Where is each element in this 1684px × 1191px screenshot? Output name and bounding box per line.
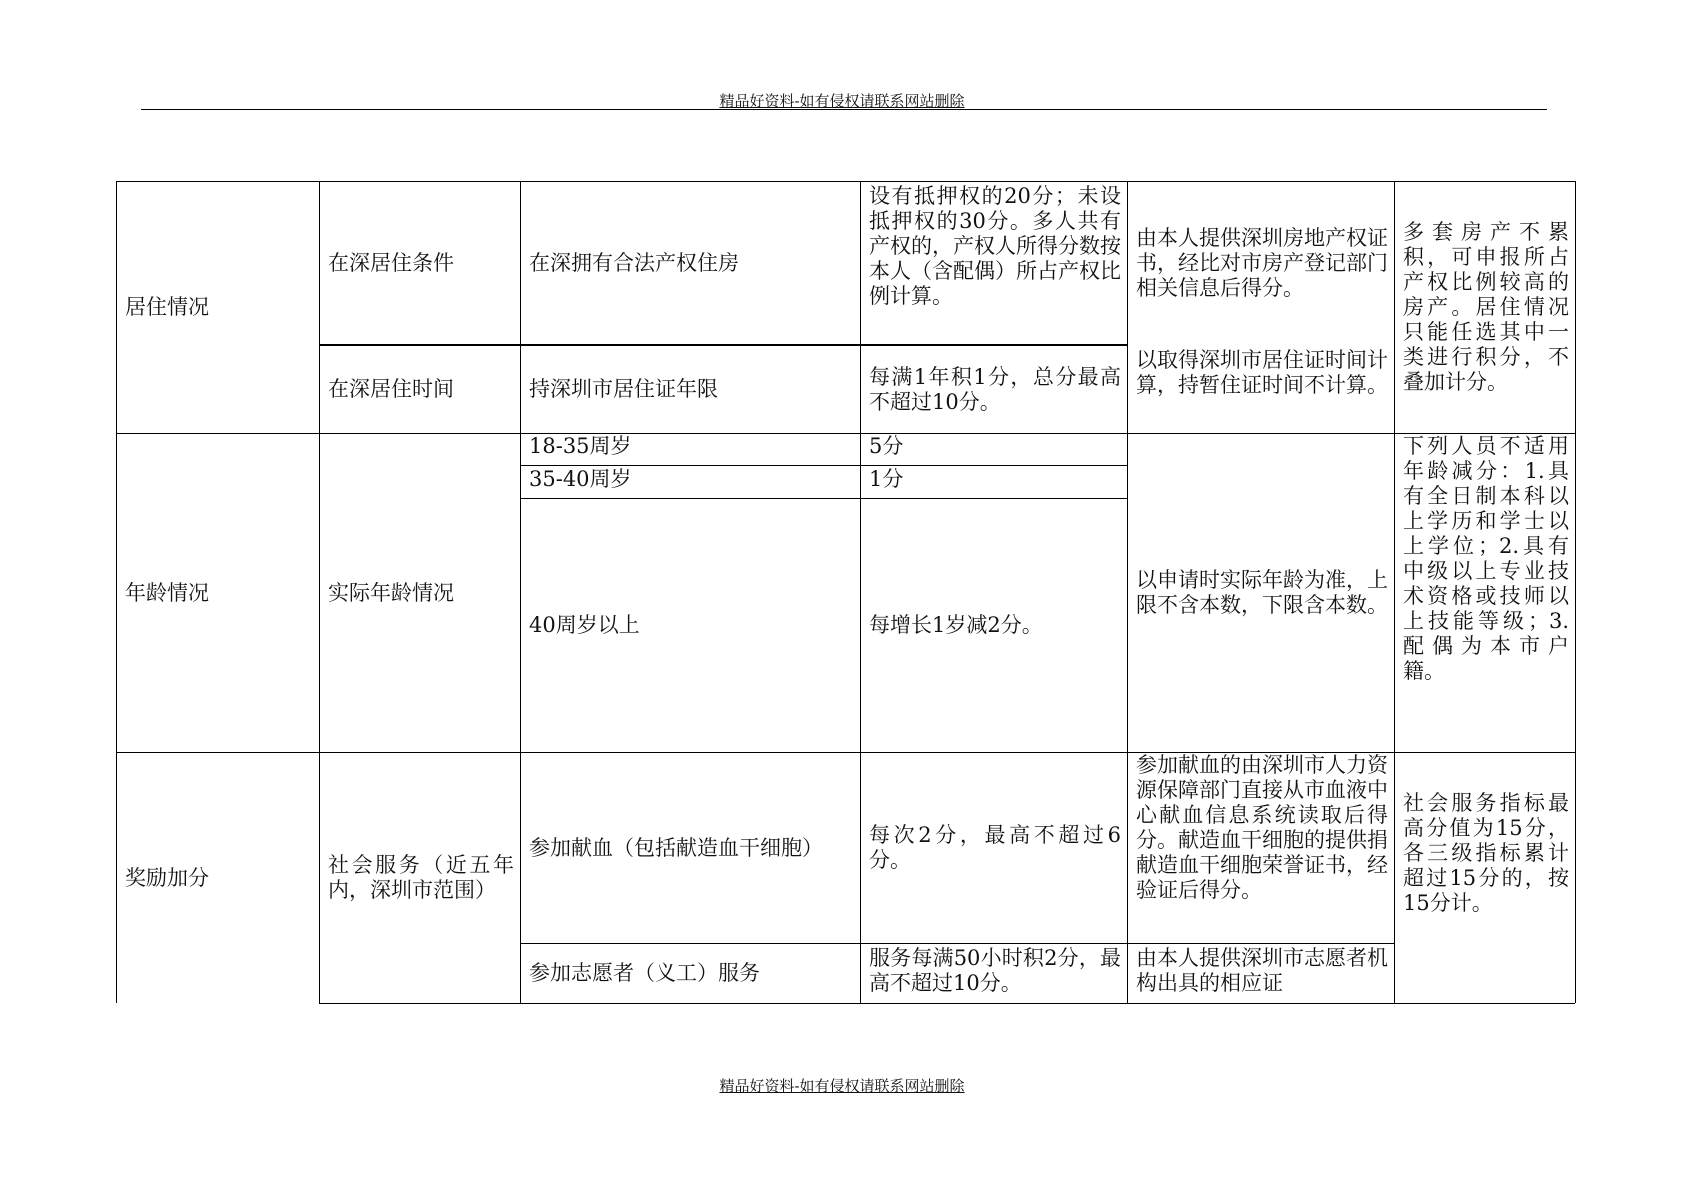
score-age-18-35: 5分 — [869, 434, 904, 458]
table-line — [1575, 181, 1576, 1003]
verification-volunteer-service: 由本人提供深圳市志愿者机构出具的相应证 — [1136, 946, 1388, 995]
criterion-volunteer-service: 参加志愿者（义工）服务 — [529, 961, 760, 985]
note-age: 下列人员不适用年龄减分：1.具有全日制本科以上学历和学士以上学位；2.具有中级以上专业技术资格或技师以上技能等级；3.配偶为本市户籍。 — [1403, 434, 1569, 683]
score-residence-permit: 每满1年积1分，总分最高不超过10分。 — [869, 364, 1121, 414]
verification-owned-housing: 由本人提供深圳房地产权证书，经比对市房产登记部门相关信息后得分。 — [1136, 225, 1388, 300]
item-social-service: 社会服务（近五年内，深圳市范围） — [328, 853, 514, 902]
header-rule — [141, 109, 1547, 110]
category-bonus: 奖励加分 — [125, 865, 209, 890]
item-actual-age: 实际年龄情况 — [328, 580, 454, 605]
category-residence: 居住情况 — [125, 295, 209, 319]
score-owned-housing: 设有抵押权的20分；未设抵押权的30分。多人共有产权的，产权人所得分数按本人（含配偶）所占产权比例计算。 — [869, 184, 1121, 308]
page-header: 精品好资料-如有侵权请联系网站删除 — [719, 92, 965, 110]
note-residence: 多套房产不累积，可申报所占产权比例较高的房产。居住情况只能任选其中一类进行积分，不叠加计分。 — [1403, 220, 1569, 394]
criterion-age-35-40: 35-40周岁 — [529, 467, 632, 491]
criterion-blood-donation: 参加献血（包括献造血干细胞） — [529, 835, 823, 860]
table-line — [319, 1003, 1575, 1004]
score-volunteer-service: 服务每满50小时积2分，最高不超过10分。 — [869, 946, 1121, 995]
page-footer: 精品好资料-如有侵权请联系网站删除 — [719, 1077, 965, 1095]
criterion-age-18-35: 18-35周岁 — [529, 434, 632, 458]
criterion-residence-permit: 持深圳市居住证年限 — [529, 377, 718, 401]
score-age-35-40: 1分 — [869, 467, 904, 491]
verification-age: 以申请时实际年龄为准，上限不含本数，下限含本数。 — [1136, 568, 1388, 617]
note-bonus: 社会服务指标最高分值为15分，各三级指标累计超过15分的，按15分计。 — [1403, 790, 1569, 915]
category-age: 年龄情况 — [125, 580, 209, 605]
criterion-owned-housing: 在深拥有合法产权住房 — [529, 250, 739, 275]
item-residence-condition: 在深居住条件 — [328, 250, 454, 275]
score-blood-donation: 每次2分，最高不超过6分。 — [869, 823, 1121, 872]
item-residence-duration: 在深居住时间 — [328, 377, 454, 401]
verification-residence-permit: 以取得深圳市居住证时间计算，持暂住证时间不计算。 — [1136, 348, 1388, 397]
score-age-over-40: 每增长1岁减2分。 — [869, 613, 1043, 637]
verification-blood-donation: 参加献血的由深圳市人力资源保障部门直接从市血液中心献血信息系统读取后得分。献造血干细胞的提供捐献造血干细胞荣誉证书，经验证后得分。 — [1136, 753, 1388, 902]
criterion-age-over-40: 40周岁以上 — [529, 613, 640, 637]
